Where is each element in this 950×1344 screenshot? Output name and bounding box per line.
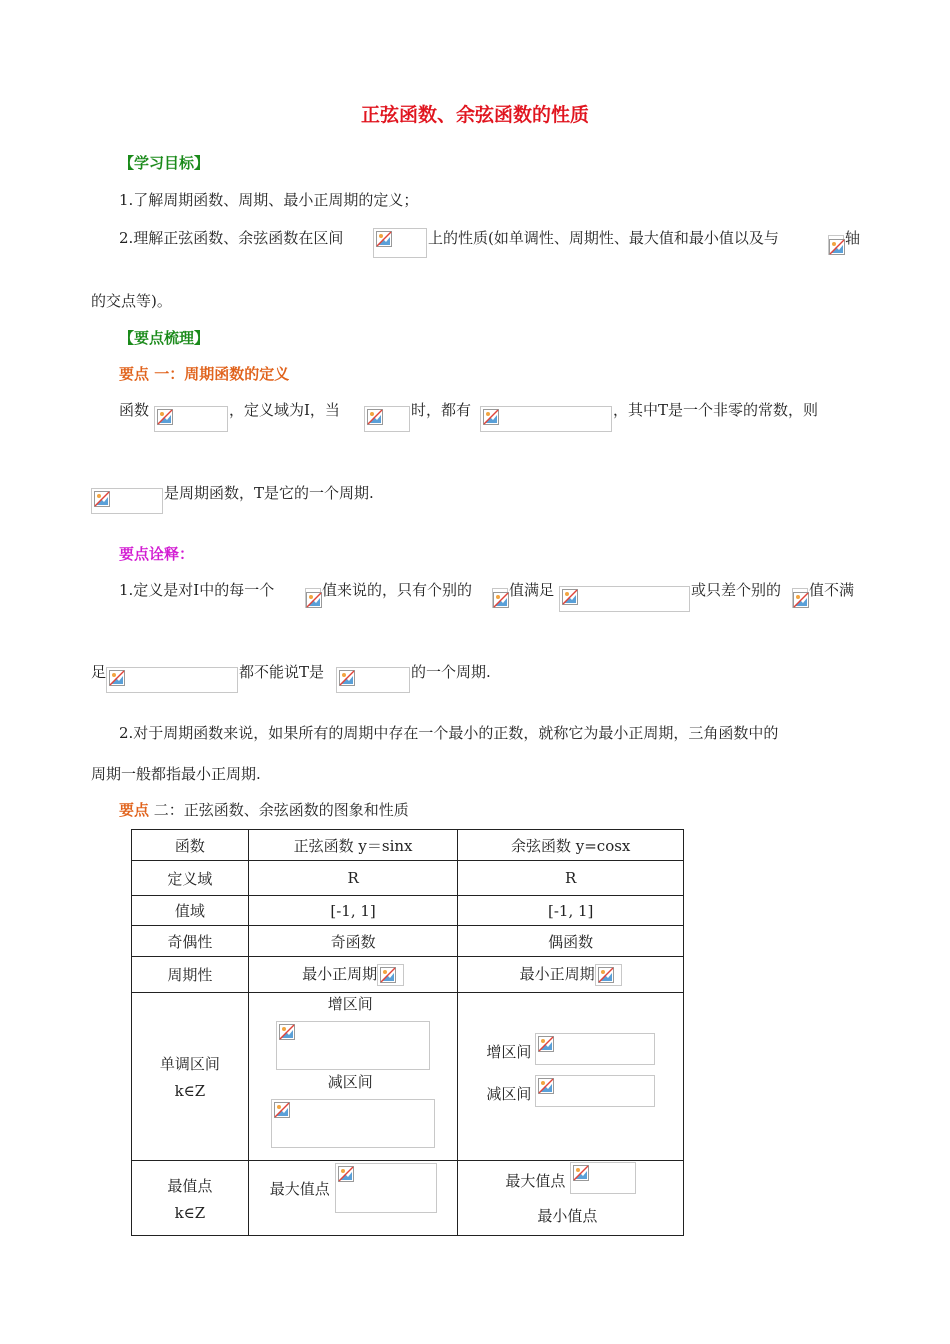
broken-image-icon <box>367 409 383 425</box>
table-cell <box>248 1161 458 1236</box>
properties-table <box>131 829 684 1236</box>
cos-inc-label: 增区间 <box>486 1043 532 1061</box>
objective-item-2d: 的交点等)。 <box>91 292 172 310</box>
table-row <box>132 896 684 926</box>
broken-image-icon <box>279 1024 295 1040</box>
table-cell <box>458 957 684 993</box>
cos-dec-label: 减区间 <box>486 1085 532 1103</box>
broken-image-icon <box>598 967 614 983</box>
formula-image-x1 <box>305 588 321 608</box>
formula-image-period-sin <box>377 964 404 986</box>
table-row <box>132 926 684 957</box>
table-row <box>132 861 684 896</box>
note-2-b: 周期一般都指最小正周期. <box>91 765 261 783</box>
formula-image-sin-dec <box>271 1099 435 1148</box>
broken-image-icon <box>274 1102 290 1118</box>
note-1-h: 的一个周期. <box>411 663 491 681</box>
table-cell <box>458 993 684 1161</box>
p1-text-a: 函数 <box>119 401 150 419</box>
formula-image-cos-inc <box>535 1033 655 1065</box>
formula-image-function <box>154 406 228 432</box>
formula-image-equation-2 <box>559 586 690 612</box>
period-text-cos: 最小正周期 <box>519 965 595 983</box>
formula-image-fx <box>91 488 163 514</box>
page-title: 正弦函数、余弦函数的性质 <box>360 104 589 126</box>
note-2-a: 2.对于周期函数来说，如果所有的周期中存在一个最小的正数，就称它为最小正周期，三角函数中的 <box>119 724 779 742</box>
broken-image-icon <box>793 592 809 608</box>
table-header-cell: 余弦函数 y=cosx <box>458 830 684 861</box>
p1-text-c: 时，都有 <box>411 401 472 419</box>
formula-image-x2 <box>492 588 508 608</box>
objective-item-2a: 2.理解正弦函数、余弦函数在区间 <box>119 229 344 247</box>
formula-image-domain <box>364 406 410 432</box>
table-cell: 奇函数 <box>248 926 458 957</box>
broken-image-icon <box>157 409 173 425</box>
table-cell: R <box>248 861 458 896</box>
broken-image-icon <box>829 239 845 255</box>
formula-image-interval <box>373 228 427 258</box>
objective-item-1: 1.了解周期函数、周期、最小正周期的定义； <box>119 191 419 209</box>
formula-image-cos-dec <box>535 1075 655 1107</box>
formula-image-x3 <box>792 588 808 608</box>
table-row-monotonic <box>132 993 684 1161</box>
note-1-d: 或只差个别的 <box>691 581 782 599</box>
broken-image-icon <box>109 670 125 686</box>
sin-dec-label: 减区间 <box>327 1073 373 1091</box>
table-row-period <box>132 957 684 993</box>
objective-item-2c: 轴 <box>845 229 861 247</box>
broken-image-icon <box>339 670 355 686</box>
p1-text-b: ，定义域为I，当 <box>229 401 340 419</box>
formula-image-equation-3 <box>106 667 238 693</box>
table-cell: R <box>458 861 684 896</box>
table-cell: [-1, 1] <box>248 896 458 926</box>
note-1-f: 足 <box>91 663 107 681</box>
mono-label: 单调区间 <box>159 1055 220 1073</box>
note-1-c: 值满足 <box>509 581 555 599</box>
sin-extreme-container <box>249 1161 458 1235</box>
section-heading-objectives: 【学习目标】 <box>119 154 210 172</box>
extreme-label: 最值点 <box>167 1176 213 1195</box>
broken-image-icon <box>538 1078 554 1094</box>
cos-max-label: 最大值点 <box>505 1172 566 1190</box>
broken-image-icon <box>306 592 322 608</box>
table-cell: 值域 <box>132 896 249 926</box>
point-2-title-text: 二：正弦函数、余弦函数的图象和性质 <box>149 801 409 819</box>
formula-image-equation <box>480 406 612 432</box>
table-cell: 偶函数 <box>458 926 684 957</box>
note-1-e: 值不满 <box>809 581 855 599</box>
point-2-title-prefix: 要点 <box>119 801 150 819</box>
table-header-cell: 函数 <box>132 830 249 861</box>
broken-image-icon <box>573 1165 589 1181</box>
formula-image-sin-inc <box>276 1021 430 1070</box>
cos-mono-container <box>458 993 683 1160</box>
formula-image-axis <box>828 235 844 255</box>
table-cell: 定义域 <box>132 861 249 896</box>
p1-text-e: 是周期函数，T是它的一个周期. <box>164 484 374 502</box>
table-cell: 奇偶性 <box>132 926 249 957</box>
table-cell <box>248 993 458 1161</box>
table-cell <box>458 1161 684 1236</box>
table-header-cell: 正弦函数 y＝sinx <box>248 830 458 861</box>
broken-image-icon <box>483 409 499 425</box>
broken-image-icon <box>376 231 392 247</box>
point-2-title <box>119 799 409 820</box>
section-heading-points: 【要点梳理】 <box>119 329 210 347</box>
table-cell <box>248 957 458 993</box>
formula-image-period-cos <box>595 964 622 986</box>
sin-inc-label: 增区间 <box>327 995 373 1013</box>
extreme-k-label: k∈Z <box>174 1203 206 1222</box>
broken-image-icon <box>94 491 110 507</box>
broken-image-icon <box>338 1166 354 1182</box>
note-1-b: 值来说的，只有个别的 <box>322 581 473 599</box>
period-text-sin: 最小正周期 <box>302 965 378 983</box>
objective-item-2b: 上的性质(如单调性、周期性、最大值和最小值以及与 <box>428 229 779 247</box>
table-cell <box>132 993 249 1161</box>
broken-image-icon <box>562 589 578 605</box>
table-cell: [-1, 1] <box>458 896 684 926</box>
table-cell <box>132 1161 249 1236</box>
cos-extreme-container <box>458 1161 683 1235</box>
table-cell: 周期性 <box>132 957 249 993</box>
note-title: 要点诠释： <box>119 545 195 563</box>
mono-k-label: k∈Z <box>174 1082 206 1100</box>
p1-text-d: ，其中T是一个非零的常数，则 <box>613 401 819 419</box>
sin-max-label: 最大值点 <box>269 1180 330 1198</box>
formula-image-fx-2 <box>336 667 410 693</box>
note-1-g: 都不能说T是 <box>239 663 325 681</box>
table-row-extreme <box>132 1161 684 1236</box>
sin-mono-container <box>249 993 458 1160</box>
formula-image-cos-max <box>570 1162 636 1194</box>
formula-image-sin-max <box>335 1163 437 1213</box>
broken-image-icon <box>493 592 509 608</box>
broken-image-icon <box>538 1036 554 1052</box>
note-1-a: 1.定义是对I中的每一个 <box>119 581 275 599</box>
broken-image-icon <box>380 967 396 983</box>
table-header-row <box>132 830 684 861</box>
cos-min-label: 最小值点 <box>537 1207 598 1225</box>
point-1-title: 要点 一：周期函数的定义 <box>119 365 290 383</box>
